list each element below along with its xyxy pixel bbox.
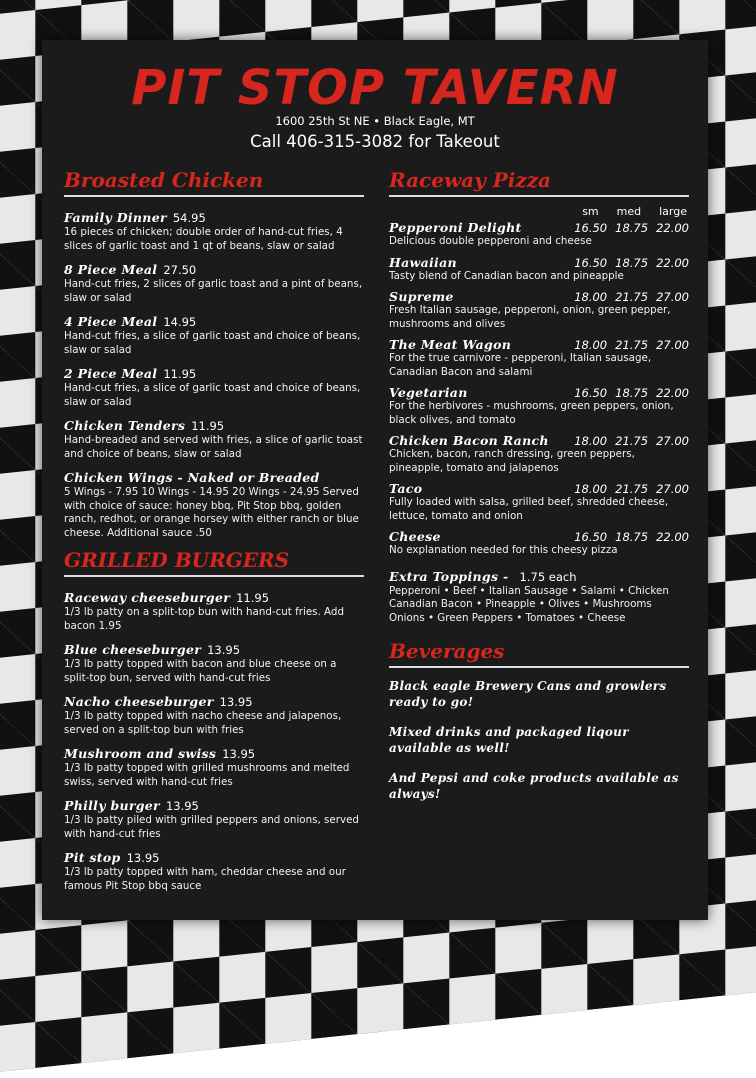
item-description: 1/3 lb patty topped with bacon and blue cheese on a split-top bun, served with hand-cut fries [64,658,337,684]
pizza-name: Supreme [389,289,454,304]
burger-list [64,587,364,893]
item-name: 8 Piece Meal [64,262,158,277]
price-med: 18.75 [615,221,649,235]
address: 1600 25th St NE • Black Eagle, MT [275,114,475,128]
item-price: 27.50 [163,263,197,277]
menu-item [64,847,364,893]
size-sm: sm [582,205,599,218]
beverages-heading: Beverages [389,639,689,668]
item-description: Hand-breaded and served with fries, a slice of garlic toast and choice of beans, slaw or salad [64,434,363,460]
menu-item [64,639,364,685]
pizza-prices [566,434,689,448]
extra-toppings [389,566,689,626]
beverage-line: Mixed drinks and packaged liqour available as well! [389,725,629,755]
toppings-list: Pepperoni • Beef • Italian Sausage • Salami • Chicken Canadian Bacon • Pineapple • Olives • Mushrooms Onions • Green Peppers • Tomatoes • Cheese [389,584,669,624]
item-name: Philly burger [64,798,160,813]
menu-item [64,587,364,633]
price-med: 21.75 [615,290,649,304]
menu-item [64,691,364,737]
right-column [389,168,689,816]
menu-item [64,311,364,357]
pizza-prices [566,290,689,304]
menu-item [64,467,364,540]
item-description: 16 pieces of chicken; double order of hand-cut fries, 4 slices of garlic toast and 1 qt of beans, slaw or salad [64,226,343,252]
price-sm: 18.00 [574,434,608,448]
price-sm: 16.50 [574,386,608,400]
pizza-name: The Meat Wagon [389,337,512,352]
menu-item [64,207,364,253]
item-description: 5 Wings - 7.95 10 Wings - 14.95 20 Wings - 24.95 Served with choice of sauce: honey bbq, Pit Stop bbq, golden ranch, redhot, or orange horsey with either ranch or blue cheese. Additional sauce .50 [64,486,359,539]
pizza-item [389,220,689,249]
pizza-row [389,385,689,400]
pizza-item [389,385,689,427]
item-price: 14.95 [163,315,197,329]
pizza-description: Delicious double pepperoni and cheese [389,235,592,247]
item-name: 2 Piece Meal [64,366,158,381]
item-price: 13.95 [219,695,253,709]
pizza-name: Pepperoni Delight [389,220,522,235]
price-large: 22.00 [656,386,689,400]
price-large: 22.00 [656,255,689,270]
pizza-prices [566,386,689,400]
pizza-name: Taco [389,481,423,496]
item-price: 13.95 [165,799,199,813]
pizza-name: Hawaiian [389,254,457,270]
pizza-name: Vegetarian [389,385,468,400]
price-sm: 16.50 [574,255,608,270]
pizza-row [389,220,689,235]
item-name: 4 Piece Meal [64,314,158,329]
price-med: 18.75 [615,386,649,400]
pizza-item [389,337,689,379]
item-price: 11.95 [163,367,197,381]
pizza-name: Cheese [389,529,441,544]
item-price: 11.95 [236,591,270,605]
restaurant-title: PIT STOP TAVERN [131,60,619,116]
toppings-label: Extra Toppings - [389,568,509,584]
pizza-item [389,529,689,558]
beverage-line: And Pepsi and coke products available as always! [389,771,679,801]
pizza-description: For the true carnivore - pepperoni, Italian sausage, Canadian Bacon and salami [389,352,652,378]
item-name: Pit stop [64,850,121,865]
price-med: 21.75 [615,434,649,448]
pizza-description: No explanation needed for this cheesy pizza [389,544,618,556]
pizza-description: Chicken, bacon, ranch dressing, green peppers, pineapple, tomato and jalapenos [389,448,635,474]
menu-item [64,415,364,461]
toppings-price: 1.75 each [519,569,577,584]
pizza-description: Fresh Italian sausage, pepperoni, onion, green pepper, mushrooms and olives [389,304,671,330]
item-description: 1/3 lb patty topped with grilled mushrooms and melted swiss, served with hand-cut fries [64,762,350,788]
chicken-list [64,207,364,540]
pizza-row [389,433,689,448]
price-sm: 16.50 [574,221,608,235]
item-description: Hand-cut fries, a slice of garlic toast and choice of beans, slaw or salad [64,382,361,408]
price-med: 18.75 [615,530,649,544]
size-med: med [616,205,642,218]
pizza-description: Tasty blend of Canadian bacon and pineapple [389,269,624,282]
item-name: Nacho cheeseburger [64,694,214,709]
price-sm: 18.00 [574,290,608,304]
takeout-phone: Call 406-315-3082 for Takeout [250,132,500,151]
item-name: Chicken Wings - Naked or Breaded [64,470,320,485]
price-large: 27.00 [656,482,689,496]
pizza-row [389,337,689,352]
menu-panel [42,40,708,920]
chicken-heading: Broasted Chicken [64,168,364,197]
pizza-heading: Raceway Pizza [389,168,689,197]
item-price: 13.95 [207,643,241,657]
pizza-size-header [389,205,689,218]
price-med: 21.75 [615,482,649,496]
menu-item [64,743,364,789]
price-large: 22.00 [656,221,689,235]
price-sm: 18.00 [574,482,608,496]
item-description: 1/3 lb patty on a split-top bun with hand-cut fries. Add bacon 1.95 [64,606,344,632]
pizza-prices [566,482,689,496]
pizza-list [389,220,689,558]
item-name: Chicken Tenders [64,418,186,433]
item-description: Hand-cut fries, 2 slices of garlic toast and a pint of beans, slaw or salad [64,278,363,304]
left-column [64,168,364,899]
pizza-prices [566,256,689,270]
item-description: 1/3 lb patty topped with nacho cheese and jalapenos, served on a split-top bun with fries [64,710,342,736]
price-sm: 18.00 [574,338,608,352]
pizza-row [389,481,689,496]
item-description: 1/3 lb patty topped with ham, cheddar cheese and our famous Pit Stop bbq sauce [64,866,346,892]
pizza-item [389,481,689,523]
pizza-description: Fully loaded with salsa, grilled beef, shredded cheese, lettuce, tomato and onion [389,496,669,522]
pizza-prices [566,530,689,544]
menu-item [64,795,364,841]
price-large: 27.00 [656,338,689,352]
item-description: Hand-cut fries, a slice of garlic toast and choice of beans, slaw or salad [64,330,361,356]
burgers-heading: GRILLED BURGERS [64,548,364,577]
item-description: 1/3 lb patty piled with grilled peppers and onions, served with hand-cut fries [64,814,359,840]
pizza-item [389,433,689,475]
pizza-item [389,289,689,331]
price-med: 18.75 [615,255,649,270]
price-large: 22.00 [656,530,689,544]
pizza-prices [566,338,689,352]
item-name: Family Dinner [64,210,167,225]
price-large: 27.00 [656,290,689,304]
size-large: large [659,205,687,218]
item-price: 13.95 [222,747,256,761]
pizza-item [389,255,689,284]
pizza-prices [566,221,689,235]
item-name: Blue cheeseburger [64,642,202,657]
item-price: 54.95 [172,211,206,225]
item-price: 13.95 [126,851,160,865]
price-med: 21.75 [615,338,649,352]
menu-item [64,259,364,305]
pizza-row [389,255,689,270]
item-name: Raceway cheeseburger [64,590,231,605]
price-sm: 16.50 [574,530,608,544]
price-large: 27.00 [656,434,689,448]
pizza-description: For the herbivores - mushrooms, green peppers, onion, black olives, and tomato [389,400,674,426]
item-name: Mushroom and swiss [64,746,217,761]
pizza-row [389,529,689,544]
pizza-row [389,289,689,304]
menu-item [64,363,364,409]
beverage-line: Black eagle Brewery Cans and growlers ready to go! [389,679,667,709]
item-price: 11.95 [191,419,225,433]
pizza-name: Chicken Bacon Ranch [389,433,549,448]
